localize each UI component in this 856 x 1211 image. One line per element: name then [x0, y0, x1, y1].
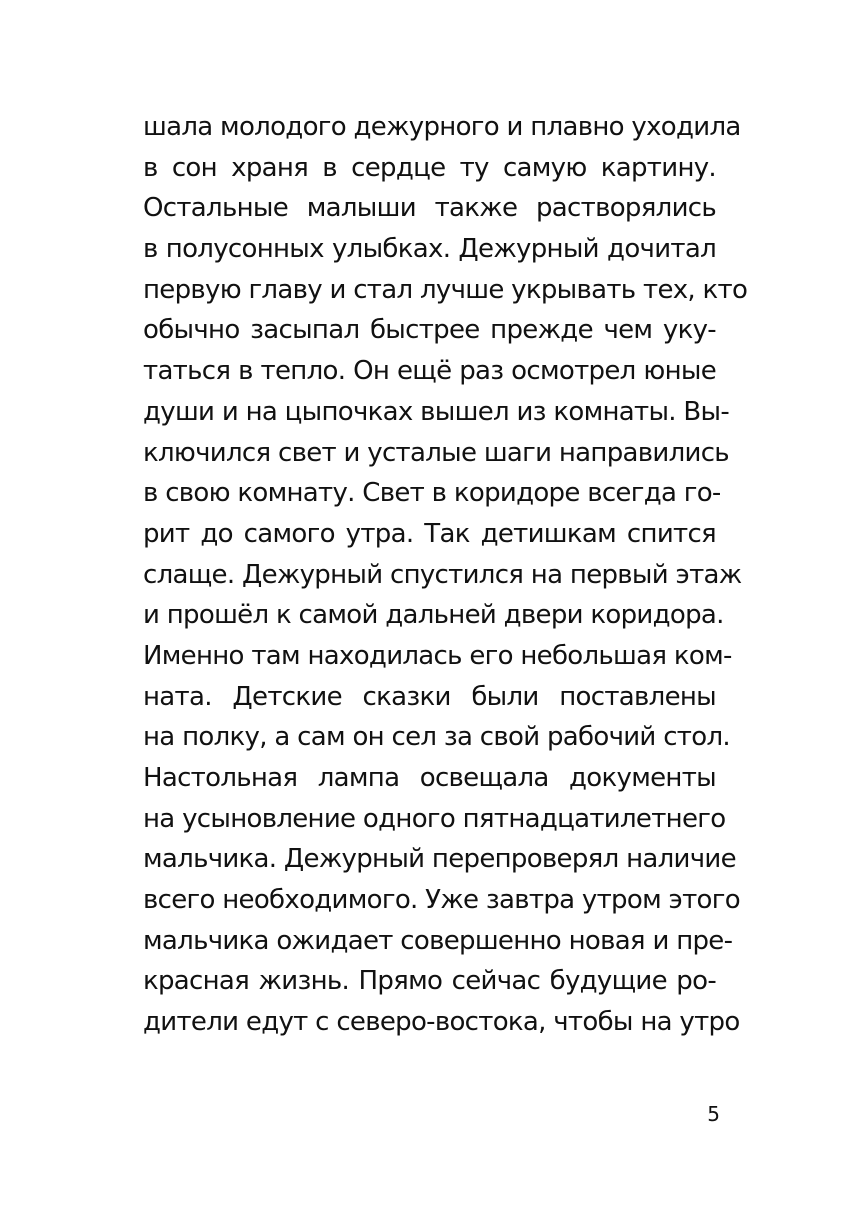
text-line: мальчика. Дежурный перепроверял наличие	[143, 844, 736, 875]
text-line: слаще. Дежурный спустился на первый этаж	[143, 559, 742, 590]
text-line: всего необходимого. Уже завтра утром этого	[143, 885, 740, 916]
page-number: 5	[707, 1102, 720, 1126]
text-line: души и на цыпочках вышел из комнаты. Вы-	[143, 396, 730, 427]
text-line: и прошёл к самой дальней двери коридора.	[143, 600, 724, 631]
text-line: рит до самого утра. Так детишкам спится	[143, 518, 716, 549]
text-line: красная жизнь. Прямо сейчас будущие ро-	[143, 966, 716, 997]
text-line: Именно там находилась его небольшая ком-	[143, 640, 732, 671]
text-line: обычно засыпал быстрее прежде чем уку-	[143, 315, 716, 346]
text-line: Настольная лампа освещала документы	[143, 763, 716, 793]
text-line: ключился свет и усталые шаги направились	[143, 437, 729, 468]
text-line: на усыновление одного пятнадцатилетнего	[143, 803, 726, 834]
text-line: ната. Детские сказки были поставлены	[143, 681, 716, 712]
text-line: в свою комнату. Свет в коридоре всегда го-	[143, 478, 721, 509]
body-text	[143, 107, 748, 1043]
text-line: шала молодого дежурного и плавно уходила	[143, 112, 741, 142]
text-line: Остальные малыши также растворялись	[143, 193, 716, 224]
text-line: таться в тепло. Он ещё раз осмотрел юные	[143, 356, 716, 387]
text-line: в сон храня в сердце ту самую картину.	[143, 152, 716, 183]
text-line: дители едут с северо-востока, чтобы на утро	[143, 1007, 740, 1038]
text-line: мальчика ожидает совершенно новая и пре-	[143, 925, 733, 956]
text-line: на полку, а сам он сел за свой рабочий стол.	[143, 722, 730, 753]
text-line: в полусонных улыбках. Дежурный дочитал	[143, 234, 716, 265]
text-line: первую главу и стал лучше укрывать тех, кто	[143, 274, 748, 305]
